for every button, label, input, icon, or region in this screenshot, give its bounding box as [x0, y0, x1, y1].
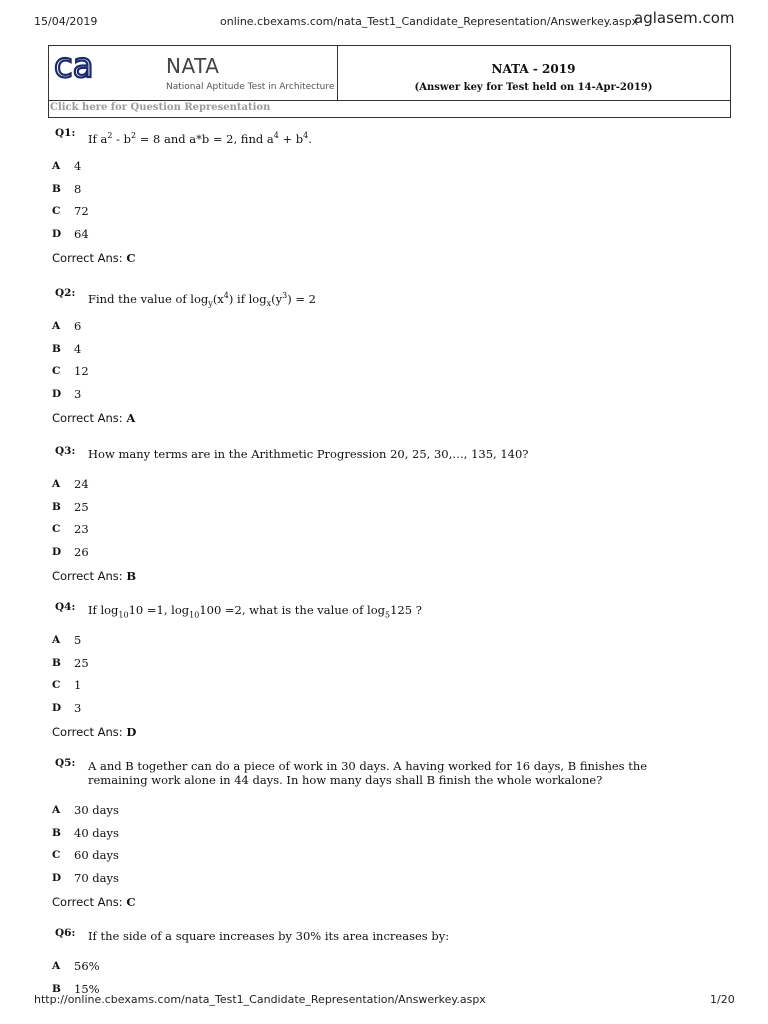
print-date: 15/04/2019: [34, 15, 98, 28]
option-key: A: [52, 634, 61, 646]
option-text: 24: [74, 477, 89, 491]
correct-answer-value: C: [126, 250, 136, 265]
correct-answer-label: Correct Ans:: [52, 724, 127, 739]
option-key: A: [52, 960, 61, 972]
option-key: C: [52, 849, 61, 861]
option-key: B: [52, 182, 61, 195]
ca-logo: [54, 52, 116, 80]
option-text: 25: [74, 655, 89, 670]
option-key: B: [52, 982, 61, 995]
correct-answer-label: Correct Ans:: [52, 568, 127, 583]
option-text: 64: [74, 226, 89, 241]
question-number: Q5:: [55, 757, 76, 769]
option-text: 23: [74, 522, 89, 536]
option-key: C: [52, 523, 61, 535]
question-text: How many terms are in the Arithmetic Progression 20, 25, 30,…, 135, 140?: [88, 447, 529, 461]
option-key: A: [52, 804, 61, 816]
option-text: 25: [74, 499, 89, 514]
option-text: 12: [74, 364, 89, 378]
option-text: 56%: [74, 959, 100, 973]
watermark: aglasem.com: [634, 9, 735, 27]
option-text: 26: [74, 544, 89, 559]
question-number: Q3:: [55, 445, 76, 457]
correct-answer: [52, 251, 135, 265]
question-text: If the side of a square increases by 30% its area increases by:: [88, 929, 450, 943]
option-text: 8: [74, 181, 82, 196]
exam-subtitle: (Answer key for Test held on 14-Apr-2019): [414, 82, 653, 93]
brand-subtitle: National Aptitude Test in Architecture: [166, 82, 335, 92]
question-number: Q6:: [55, 927, 76, 939]
brand-name: NATA: [166, 54, 220, 78]
option-key: A: [52, 320, 61, 332]
correct-answer: [52, 411, 135, 425]
correct-answer-label: Correct Ans:: [52, 410, 127, 425]
option-text: 3: [74, 700, 82, 715]
option-text: 4: [74, 159, 82, 173]
option-text: 3: [74, 386, 82, 401]
question-text: If $a^2 - b^2 = 8$ and a*b = 2, find $a^4 + b^4$.: [88, 131, 312, 146]
question-representation-link[interactable]: Click here for Question Representation: [50, 102, 271, 113]
option-text: 30 days: [74, 803, 119, 817]
correct-answer-value: A: [126, 410, 136, 425]
correct-answer-value: D: [126, 724, 137, 739]
option-text: 5: [74, 633, 82, 647]
correct-answer: [52, 895, 135, 909]
option-key: B: [52, 500, 61, 513]
question-number: Q2:: [55, 287, 76, 299]
option-key: B: [52, 656, 61, 669]
question-text: A and B together can do a piece of work in 30 days. A having worked for 16 days, B finishes the remaining work alone in 44 days. In how many days shall B finish the whole workalone?: [88, 759, 648, 787]
footer-url: http://online.cbexams.com/nata_Test1_Candidate_Representation/Answerkey.aspx: [34, 993, 486, 1006]
print-url: online.cbexams.com/nata_Test1_Candidate_Representation/Answerkey.aspx: [220, 15, 639, 28]
option-key: A: [52, 160, 61, 172]
option-key: C: [52, 679, 61, 691]
option-text: 4: [74, 341, 82, 356]
option-text: 60 days: [74, 848, 119, 862]
correct-answer-value: C: [126, 894, 136, 909]
correct-answer: [52, 569, 136, 583]
correct-answer-label: Correct Ans:: [52, 894, 127, 909]
option-text: 1: [74, 678, 82, 692]
question-number: Q4:: [55, 601, 76, 613]
option-text: 70 days: [74, 870, 119, 885]
option-key: B: [52, 342, 61, 355]
question-number: Q1:: [55, 127, 76, 139]
option-key: C: [52, 365, 61, 377]
option-key: D: [52, 387, 62, 400]
option-key: D: [52, 871, 62, 884]
question-text: If $\log_{10}10 =1$, $\log_{10}100 =2$, what is the value of $\log_5125$ ?: [88, 603, 422, 620]
option-text: 15%: [74, 981, 100, 996]
option-key: D: [52, 227, 62, 240]
option-key: B: [52, 826, 61, 839]
correct-answer-value: B: [126, 568, 137, 583]
correct-answer-label: Correct Ans:: [52, 250, 127, 265]
option-text: 40 days: [74, 825, 119, 840]
ca-logo-text: ca: [54, 52, 94, 80]
option-key: C: [52, 205, 61, 217]
question-text: Find the value of $\log_y(x^4)$ if $\log_x(y^3) = 2$: [88, 291, 316, 309]
option-key: D: [52, 701, 62, 714]
correct-answer: [52, 725, 136, 739]
option-text: 6: [74, 319, 82, 333]
exam-title: NATA - 2019: [491, 62, 576, 76]
option-key: D: [52, 545, 62, 558]
option-key: A: [52, 478, 61, 490]
option-text: 72: [74, 204, 89, 218]
page-number: 1/20: [710, 993, 735, 1006]
